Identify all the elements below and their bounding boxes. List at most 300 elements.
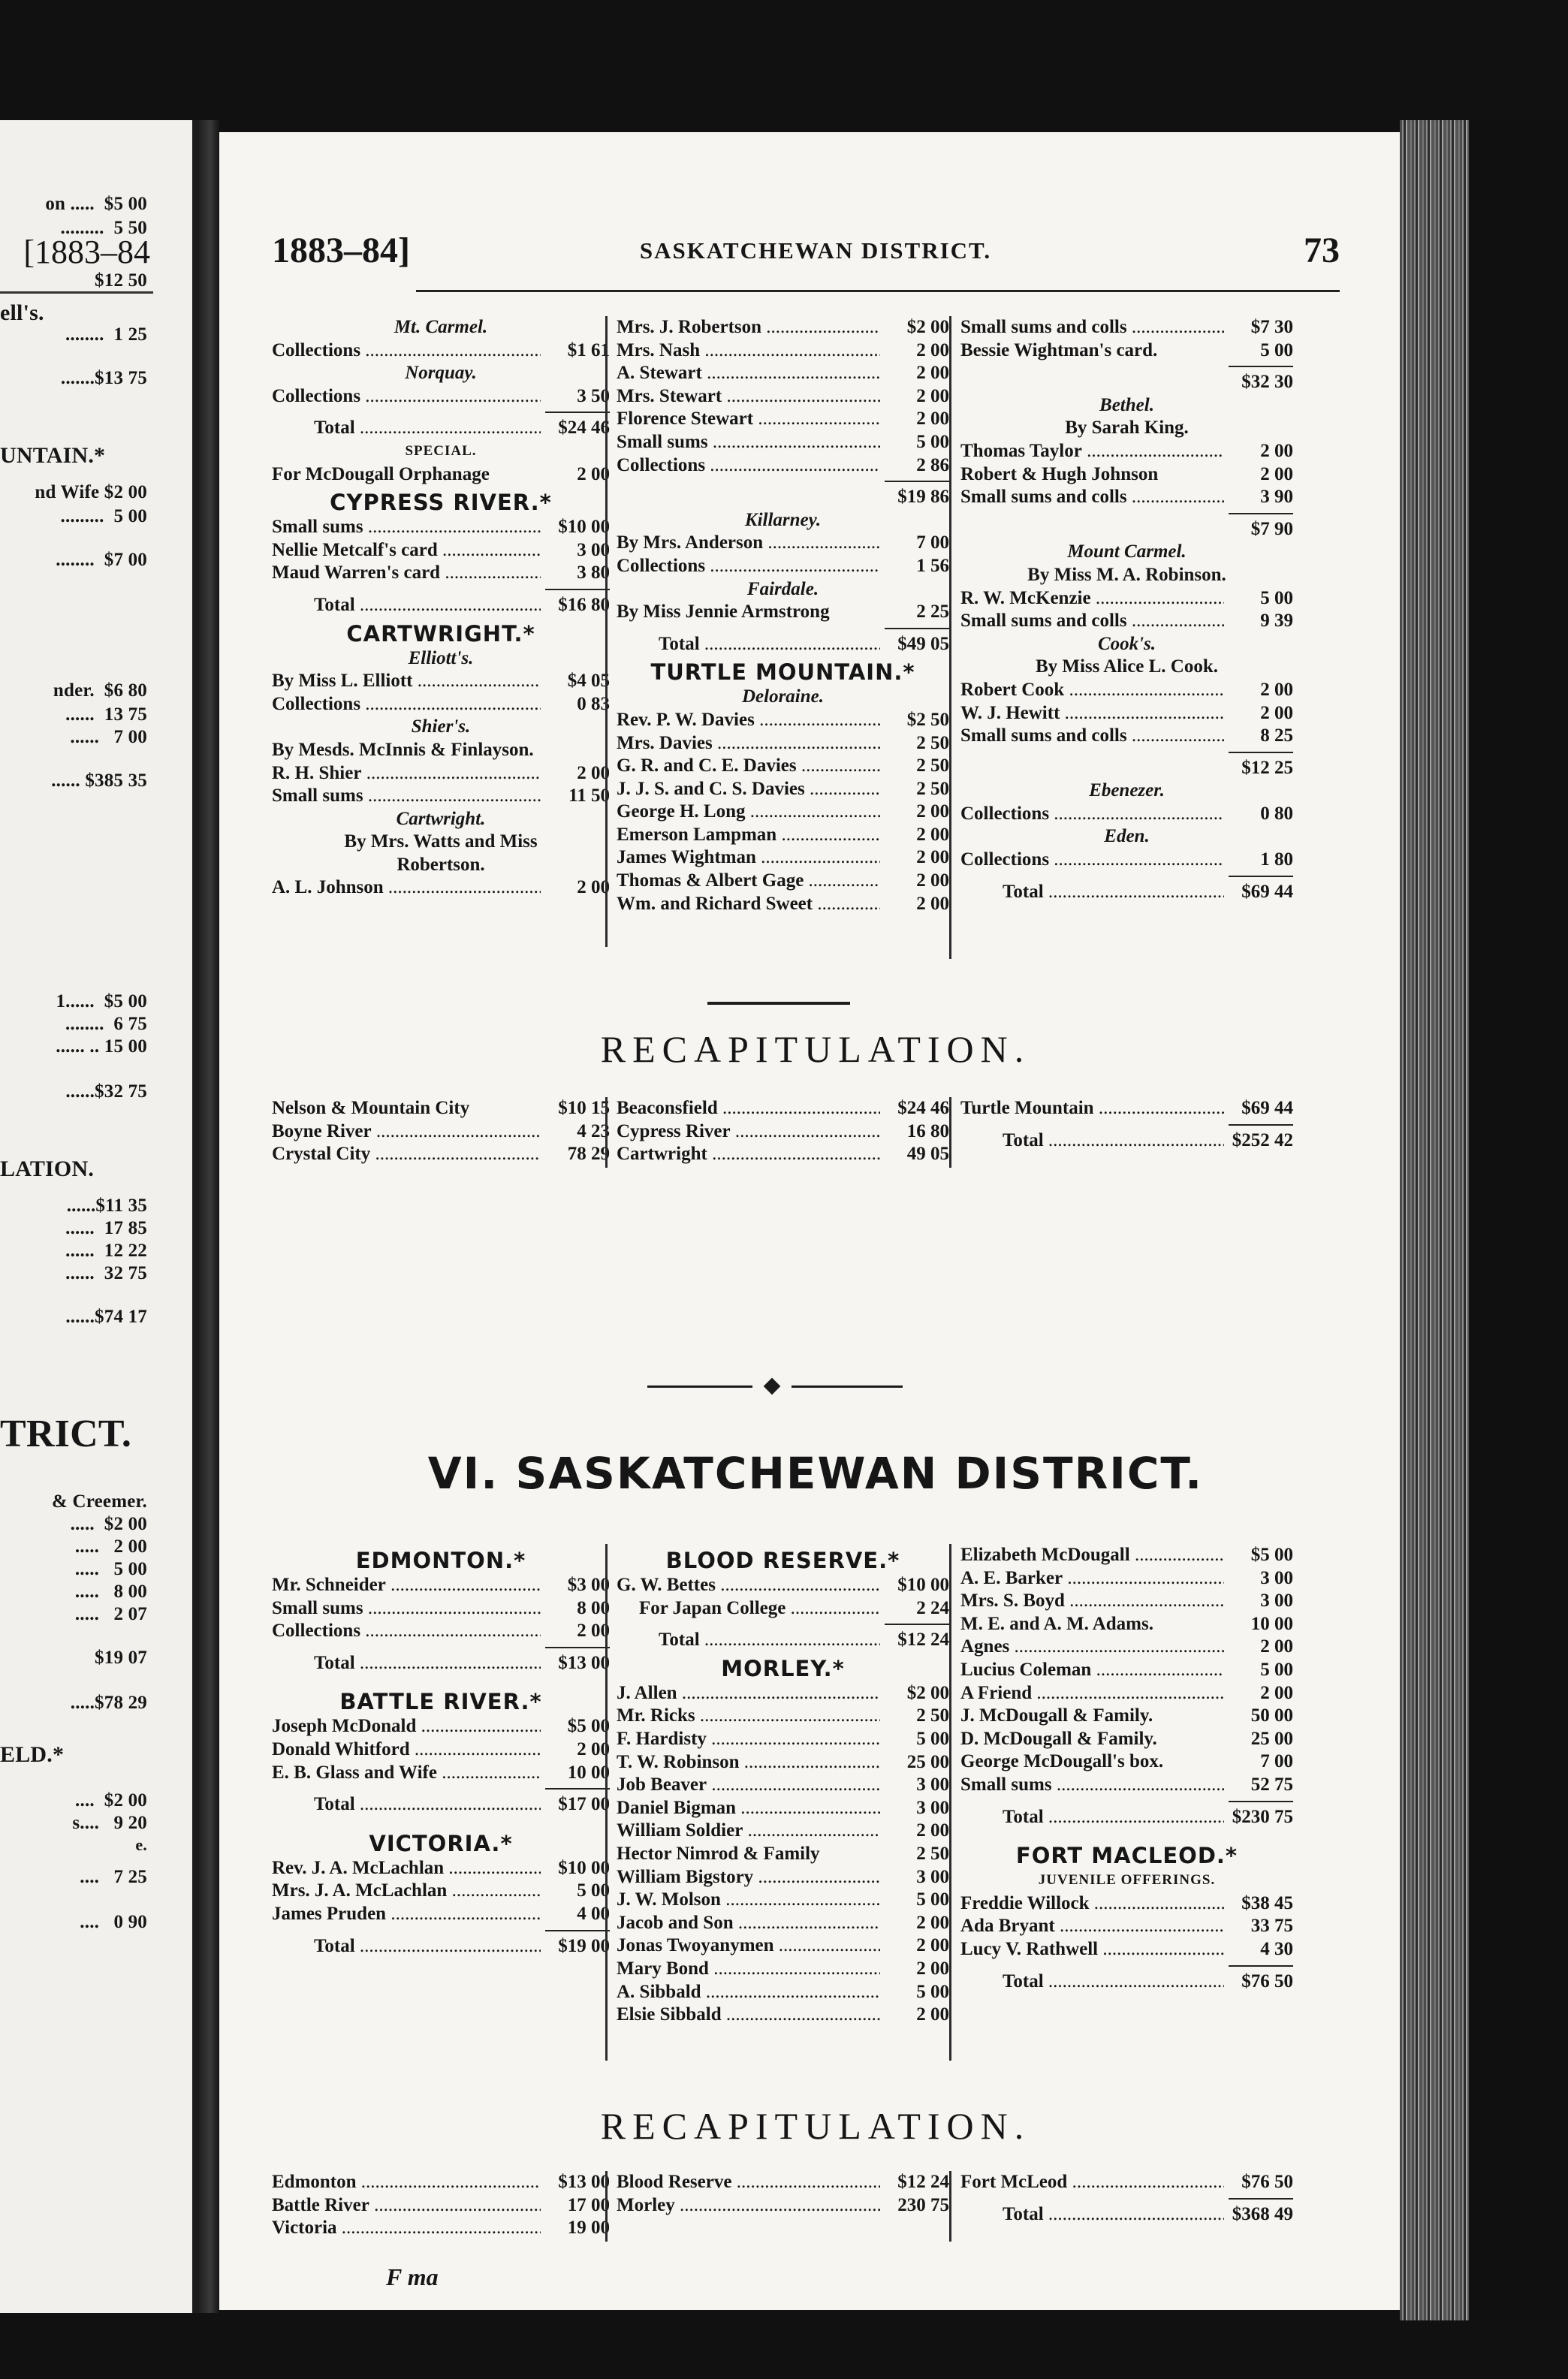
- entry-line: [960, 1915, 1293, 1938]
- page-gutter: [197, 120, 219, 2313]
- amount: $3 00: [567, 1575, 610, 1595]
- donor-name: Small sums .....: [272, 516, 541, 539]
- amount: 2 00: [916, 1935, 949, 1956]
- donor-name: Mrs. Nash .....: [617, 339, 880, 363]
- entry-line: [272, 670, 610, 693]
- left-page-line: e.: [135, 1835, 147, 1854]
- entry-line: [272, 1574, 610, 1597]
- amount: 0 83: [577, 693, 610, 714]
- donor-name: Mr. Schneider .....: [272, 1574, 541, 1597]
- total-label: Total .....: [960, 1806, 1224, 1829]
- entry-line: [617, 454, 949, 478]
- sum-rule: [960, 509, 1293, 518]
- donor-name: A. Sibbald .....: [617, 1981, 880, 2004]
- donor-name: Nelson & Mountain City: [272, 1098, 470, 1118]
- mission-heading: [617, 1544, 949, 1574]
- amount: 10 00: [567, 1762, 610, 1783]
- entry-line: [960, 316, 1293, 339]
- amount: 8 00: [577, 1597, 610, 1618]
- entry-line: [617, 1934, 949, 1958]
- marbled-page-edge: [1400, 120, 1469, 2320]
- left-page-line: .... $2 00: [75, 1790, 147, 1811]
- spacer: [960, 1829, 1293, 1839]
- station-subheading: [272, 808, 610, 831]
- amount: $10 00: [558, 517, 610, 538]
- total-label: Total .....: [272, 1935, 541, 1958]
- entry-line: [617, 732, 949, 755]
- recap1-column-3: [949, 1097, 1293, 1168]
- left-page-line: ........ $7 00: [56, 550, 147, 570]
- amount: 4 30: [1260, 1938, 1293, 1959]
- donor-name: A. L. Johnson .....: [272, 876, 541, 900]
- amount: 2 24: [916, 1597, 949, 1618]
- amount: 2 00: [916, 1912, 949, 1933]
- amount: 3 00: [577, 539, 610, 560]
- donor-name: A Friend .....: [960, 1682, 1224, 1705]
- donor-name: Cartwright .....: [617, 1143, 880, 1166]
- total-line: [272, 1652, 610, 1675]
- donor-name: E. B. Glass and Wife .....: [272, 1762, 541, 1785]
- sum-rule: [617, 477, 949, 486]
- mission-heading: [960, 1839, 1293, 1869]
- entry-line: [617, 601, 949, 624]
- recapitulation-title-1: RECAPITULATION.: [600, 1028, 1031, 1070]
- entry-line: [960, 1682, 1293, 1705]
- mission-heading: [272, 1544, 610, 1574]
- donor-name: James Pruden .....: [272, 1903, 541, 1926]
- total-line: [272, 594, 610, 617]
- entry-line: [617, 2171, 949, 2194]
- sum-rule: [272, 408, 610, 417]
- amount: $2 00: [906, 317, 949, 337]
- left-page-rule: [0, 291, 153, 294]
- total-line: [960, 1806, 1293, 1829]
- donor-name: Fort McLeod .....: [960, 2171, 1224, 2194]
- donor-name: Collections .....: [960, 849, 1224, 872]
- line-text: CARTWRIGHT.*: [346, 620, 535, 647]
- donor-name: A. E. Barker .....: [960, 1567, 1224, 1591]
- amount: 7 00: [1260, 1751, 1293, 1772]
- centered-line: [960, 656, 1293, 679]
- amount: $38 45: [1241, 1892, 1293, 1913]
- amount: 2 00: [916, 2004, 949, 2025]
- line-text: Ebenezer.: [1089, 780, 1165, 801]
- amount: 25 00: [1250, 1728, 1293, 1749]
- station-subheading: [272, 316, 610, 339]
- left-page-line: .....$78 29: [70, 1693, 147, 1713]
- total-label: Total .....: [617, 633, 880, 656]
- entry-line: [617, 709, 949, 732]
- donor-name: G. R. and C. E. Davies .....: [617, 755, 880, 778]
- left-page-line: ......$74 17: [65, 1307, 147, 1327]
- left-page-line: $12 50: [95, 270, 147, 291]
- donor-name: Mary Bond .....: [617, 1958, 880, 1981]
- total-label: Total .....: [960, 1970, 1224, 1994]
- entry-line: [617, 1889, 949, 1912]
- book-edge-shadow: [1469, 120, 1568, 2320]
- amount: 2 50: [916, 1843, 949, 1864]
- entry-line: [960, 587, 1293, 611]
- donor-name: Hector Nimrod & Family: [617, 1843, 820, 1864]
- amount: $7 30: [1250, 317, 1293, 337]
- entry-line: [272, 2194, 610, 2218]
- donor-name: By Miss Jennie Armstrong: [617, 602, 830, 623]
- amount: $13 00: [558, 1652, 610, 1673]
- amount: 2 00: [1260, 702, 1293, 723]
- total-label: Total .....: [960, 881, 1224, 904]
- amount: 2 00: [916, 409, 949, 430]
- entry-line: [617, 1866, 949, 1889]
- entry-line: [617, 1843, 949, 1866]
- line-text: Killarney.: [744, 509, 822, 530]
- entry-line: [272, 2171, 610, 2194]
- total-label: Total .....: [272, 417, 541, 440]
- donor-name: J. McDougall & Family.: [960, 1705, 1153, 1726]
- entry-line: [617, 1774, 949, 1797]
- entry-line: [617, 532, 949, 555]
- line-text: FORT MACLEOD.*: [1015, 1843, 1238, 1869]
- entry-line: [960, 702, 1293, 725]
- entry-line: [272, 516, 610, 539]
- left-page-line: .... 7 25: [80, 1867, 147, 1887]
- donor-name: Maud Warren's card .....: [272, 562, 541, 585]
- donor-name: D. McDougall & Family.: [960, 1728, 1157, 1749]
- amount: 5 00: [916, 431, 949, 452]
- amount: 2 00: [577, 1621, 610, 1642]
- donor-name: Florence Stewart .....: [617, 408, 880, 431]
- entry-line: [960, 1097, 1293, 1120]
- entry-line: [960, 339, 1293, 363]
- donor-name: Rev. J. A. McLachlan .....: [272, 1857, 541, 1880]
- entry-line: [617, 1797, 949, 1820]
- left-page-line: ..... 5 00: [74, 1559, 147, 1579]
- donor-name: Mrs. Davies .....: [617, 732, 880, 755]
- left-page-line: ...... 13 75: [65, 704, 147, 725]
- running-head-rule: [416, 290, 1340, 292]
- donor-name: Emerson Lampman .....: [617, 824, 880, 847]
- donor-name: Blood Reserve .....: [617, 2171, 880, 2194]
- short-rule: [707, 1002, 850, 1005]
- entry-line: [272, 762, 610, 785]
- donor-name: T. W. Robinson .....: [617, 1751, 880, 1774]
- line-text: Deloraine.: [741, 686, 825, 707]
- entry-line: [617, 316, 949, 339]
- subtotal-line: [960, 757, 1293, 780]
- donor-name: Nellie Metcalf's card .....: [272, 539, 541, 562]
- amount: $2 00: [906, 1682, 949, 1703]
- entry-line: [617, 824, 949, 847]
- entry-line: [960, 725, 1293, 748]
- entry-line: [617, 385, 949, 409]
- amount: 10 00: [1250, 1613, 1293, 1634]
- line-text: MORLEY.*: [721, 1655, 845, 1681]
- amount: $19 00: [558, 1935, 610, 1956]
- donor-name: Collections .....: [617, 555, 880, 578]
- donor-name: Turtle Mountain .....: [960, 1097, 1224, 1120]
- amount: 4 00: [577, 1903, 610, 1924]
- recap1-column-2: [605, 1097, 949, 1168]
- left-facing-page: [0, 120, 197, 2313]
- line-text: TURTLE MOUNTAIN.*: [650, 659, 915, 686]
- amount: $10 00: [558, 1857, 610, 1878]
- donor-name: Small sums and colls .....: [960, 316, 1224, 339]
- donor-name: For Japan College .....: [617, 1597, 880, 1621]
- line-text: CYPRESS RIVER.*: [330, 490, 552, 516]
- amount: $16 80: [558, 594, 610, 615]
- sum-rule: [960, 1797, 1293, 1806]
- amount: $5 00: [1250, 1545, 1293, 1565]
- left-page-line: nd Wife $2 00: [35, 482, 147, 502]
- donor-name: Mrs. J. A. McLachlan .....: [272, 1880, 541, 1903]
- total-label: Total .....: [960, 2203, 1224, 2227]
- entry-line: [617, 755, 949, 778]
- amount: 3 50: [577, 385, 610, 406]
- amount: 1 80: [1260, 849, 1293, 870]
- entry-line: [272, 1097, 610, 1120]
- amount: $368 49: [1232, 2203, 1293, 2224]
- entry-line: [272, 1715, 610, 1738]
- line-text: Cook's.: [1097, 633, 1156, 654]
- left-page-line: ......... 5 00: [60, 506, 147, 526]
- entry-line: [617, 1120, 949, 1144]
- donor-name: Rev. P. W. Davies .....: [617, 709, 880, 732]
- entry-line: [960, 679, 1293, 702]
- amount: 2 00: [916, 339, 949, 360]
- entry-line: [960, 1544, 1293, 1567]
- left-page-line: ...... 7 00: [70, 727, 147, 747]
- amount: $24 46: [897, 1098, 949, 1118]
- donor-name: Mrs. Stewart .....: [617, 385, 880, 409]
- left-page-line: UNTAIN.*: [0, 443, 106, 468]
- entry-line: [617, 1097, 949, 1120]
- amount: 11 50: [568, 785, 610, 807]
- amount: $252 42: [1232, 1129, 1293, 1150]
- entry-line: [272, 1143, 610, 1166]
- amount: 2 00: [577, 877, 610, 898]
- amount: 52 75: [1250, 1774, 1293, 1795]
- total-label: Total .....: [960, 1129, 1224, 1153]
- entry-line: [960, 463, 1293, 487]
- donor-name: Agnes .....: [960, 1636, 1224, 1659]
- entry-line: [617, 1597, 949, 1621]
- donor-name: Edmonton .....: [272, 2171, 541, 2194]
- page-73: [219, 132, 1412, 2310]
- entry-line: [960, 1774, 1293, 1797]
- entry-line: [617, 2004, 949, 2027]
- donor-name: F. Hardisty .....: [617, 1728, 880, 1751]
- amount: 3 80: [577, 562, 610, 583]
- entry-line: [960, 1892, 1293, 1916]
- amount: 49 05: [906, 1144, 949, 1165]
- sum-rule: [617, 1620, 949, 1629]
- sum-rule: [272, 1643, 610, 1652]
- centered-line: [272, 440, 610, 463]
- amount: 3 00: [916, 1866, 949, 1887]
- total-line: [617, 1629, 949, 1652]
- recap1-column-1: [272, 1097, 610, 1166]
- entry-line: [617, 1751, 949, 1774]
- amount: 2 00: [577, 762, 610, 783]
- centered-line: [960, 1869, 1293, 1892]
- mission-heading: [617, 1652, 949, 1682]
- recap2-column-2: [605, 2171, 949, 2242]
- entry-line: [617, 801, 949, 824]
- donor-name: R. W. McKenzie .....: [960, 587, 1224, 611]
- mission-heading: [272, 1827, 610, 1857]
- sum-rule: [272, 1926, 610, 1935]
- station-subheading: [617, 509, 949, 532]
- amount: 5 00: [916, 1889, 949, 1910]
- entry-line: [272, 463, 610, 487]
- entry-line: [617, 1958, 949, 1981]
- sum-rule: [960, 362, 1293, 371]
- district-column-2: [605, 1544, 949, 2061]
- amount: 5 00: [1260, 1659, 1293, 1680]
- amount: 2 00: [916, 801, 949, 822]
- left-page-line: ..... 2 07: [74, 1604, 147, 1624]
- line-text: BLOOD RESERVE.*: [665, 1548, 900, 1573]
- entry-line: [272, 785, 610, 808]
- total-line: [272, 1793, 610, 1817]
- donor-name: Ada Bryant .....: [960, 1915, 1224, 1938]
- line-text: Elliott's.: [408, 647, 474, 668]
- donor-name: J. J. S. and C. S. Davies .....: [617, 778, 880, 801]
- entry-line: [960, 1659, 1293, 1682]
- donor-name: Lucius Coleman .....: [960, 1659, 1224, 1682]
- recap2-column-3: [949, 2171, 1293, 2242]
- amount: 3 00: [1260, 1591, 1293, 1612]
- line-text: Shier's.: [411, 716, 471, 737]
- left-page-line: s.... 9 20: [72, 1813, 147, 1833]
- entry-line: [617, 339, 949, 363]
- entry-line: [617, 1682, 949, 1705]
- total-label: Total .....: [272, 1652, 541, 1675]
- donor-name: Job Beaver .....: [617, 1774, 880, 1797]
- amount: $7 90: [1250, 518, 1293, 539]
- left-page-line: 1...... $5 00: [56, 991, 147, 1012]
- amount: 17 00: [567, 2194, 610, 2215]
- line-text: Fairdale.: [746, 578, 819, 599]
- entry-line: [617, 1574, 949, 1597]
- donor-name: Daniel Bigman .....: [617, 1797, 880, 1820]
- donor-name: Small sums .....: [272, 1597, 541, 1621]
- donor-name: By Mrs. Anderson .....: [617, 532, 880, 555]
- amount: 230 75: [897, 2194, 949, 2215]
- amount: 2 00: [916, 385, 949, 406]
- amount: 2 00: [577, 1738, 610, 1759]
- left-page-line: ......... 5 50: [60, 218, 147, 238]
- left-page-line: nder. $6 80: [53, 680, 147, 701]
- line-text: By Mrs. Watts and Miss: [344, 831, 538, 852]
- sum-rule: [617, 624, 949, 633]
- amount: 2 25: [916, 602, 949, 623]
- amount: 2 00: [1260, 440, 1293, 461]
- entry-line: [960, 1938, 1293, 1961]
- line-text: Norquay.: [405, 363, 477, 384]
- entry-line: [960, 849, 1293, 872]
- amount: $76 50: [1241, 2172, 1293, 2192]
- amount: 4 23: [577, 1120, 610, 1141]
- entry-line: [617, 555, 949, 578]
- total-label: Total .....: [272, 1793, 541, 1817]
- amount: $32 30: [1241, 372, 1293, 393]
- running-head: [219, 230, 1412, 275]
- amount: 2 00: [916, 847, 949, 868]
- amount: 2 50: [916, 1705, 949, 1726]
- left-page-line: TRICT.: [0, 1413, 132, 1455]
- line-text: VICTORIA.*: [369, 1830, 513, 1856]
- donor-name: Collections .....: [960, 803, 1224, 826]
- sum-rule: [960, 2194, 1293, 2203]
- left-page-line: .... 0 90: [80, 1912, 147, 1932]
- donor-name: Collections .....: [617, 454, 880, 478]
- left-page-line: ell's.: [0, 300, 44, 325]
- entry-line: [617, 846, 949, 870]
- donor-name: Small sums and colls .....: [960, 486, 1224, 509]
- amount: 2 86: [916, 454, 949, 475]
- station-subheading: [960, 394, 1293, 418]
- donor-name: Bessie Wightman's card.: [960, 339, 1158, 360]
- left-page-line: .......$13 75: [60, 368, 147, 388]
- mission-heading: [272, 617, 610, 647]
- amount: 50 00: [1250, 1705, 1293, 1726]
- amount: $17 00: [558, 1794, 610, 1815]
- entry-line: [617, 1728, 949, 1751]
- station-subheading: [960, 541, 1293, 564]
- entry-line: [960, 486, 1293, 509]
- recap2-column-1: [272, 2171, 610, 2240]
- amount: $1 61: [567, 339, 610, 360]
- donor-name: Collections .....: [272, 693, 541, 716]
- amount: 2 50: [916, 778, 949, 799]
- station-subheading: [272, 716, 610, 739]
- entry-line: [617, 408, 949, 431]
- station-subheading: [617, 578, 949, 602]
- spacer: [272, 1675, 610, 1685]
- line-text: Cartwright.: [396, 808, 486, 829]
- donor-name: Robert & Hugh Johnson: [960, 463, 1159, 484]
- amount: 2 00: [916, 1958, 949, 1979]
- entry-line: [960, 803, 1293, 826]
- amount: 2 00: [1260, 463, 1293, 484]
- total-line: [960, 881, 1293, 904]
- donor-name: William Bigstory .....: [617, 1866, 880, 1889]
- station-subheading: [960, 633, 1293, 656]
- sum-rule: [960, 1961, 1293, 1970]
- subtotal-line: [617, 486, 949, 509]
- spacer: [272, 1817, 610, 1827]
- donor-name: Thomas Taylor .....: [960, 440, 1224, 463]
- entry-line: [960, 1567, 1293, 1591]
- left-page-line: ELD.*: [0, 1742, 65, 1767]
- entry-line: [272, 1857, 610, 1880]
- left-page-line: ...... 17 85: [65, 1218, 147, 1238]
- left-page-line: $19 07: [95, 1648, 147, 1668]
- left-page-line: ...... 12 22: [65, 1241, 147, 1261]
- donor-name: Battle River .....: [272, 2194, 541, 2218]
- centered-line: [272, 854, 610, 877]
- donor-name: George H. Long .....: [617, 801, 880, 824]
- entry-line: [617, 1705, 949, 1728]
- amount: 16 80: [906, 1120, 949, 1141]
- left-page-line: & Creemer.: [52, 1491, 147, 1512]
- top-column-1: [272, 316, 610, 900]
- entry-line: [617, 778, 949, 801]
- mission-heading: [272, 1685, 610, 1715]
- station-subheading: [960, 825, 1293, 849]
- donor-name: Collections .....: [272, 339, 541, 363]
- amount: 2 00: [1260, 1682, 1293, 1703]
